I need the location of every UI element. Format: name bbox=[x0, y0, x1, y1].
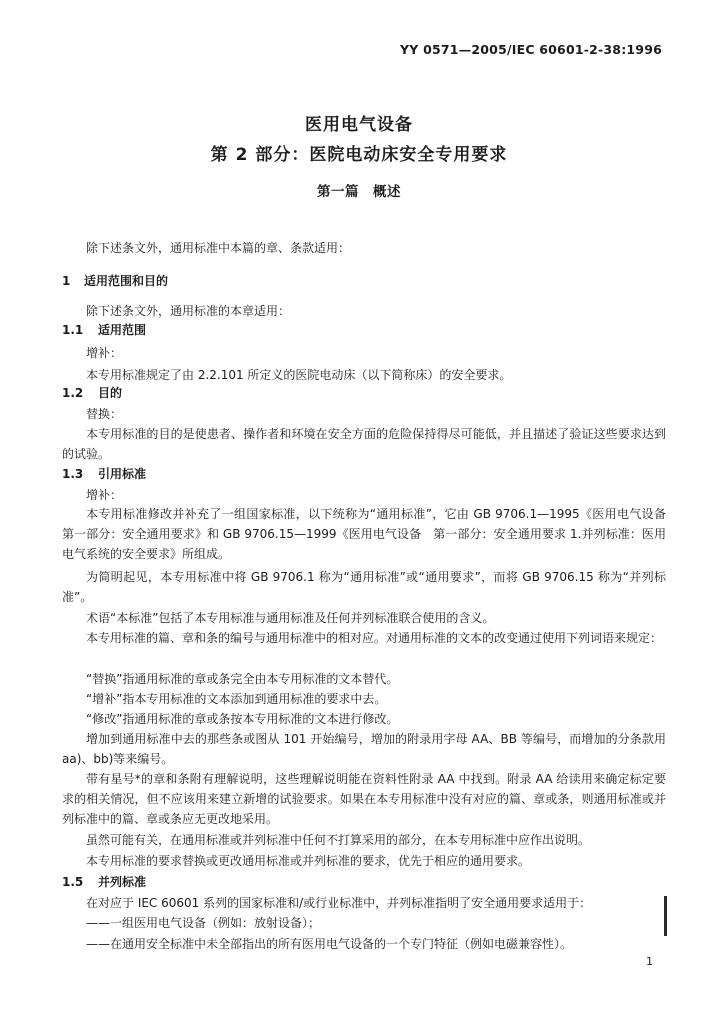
section-1-3-number: 1.3 bbox=[62, 467, 84, 481]
section-1-heading: 适用范围和目的 bbox=[84, 274, 169, 288]
part-title: 第一篇 概述 bbox=[317, 184, 401, 200]
section-1-3-paragraph-6: “增补”指本专用标准的文本添加到通用标准的要求中去。 bbox=[86, 692, 387, 706]
standard-number: YY 0571—2005/IEC 60601-2-38:1996 bbox=[400, 42, 662, 57]
section-1-3-paragraph-2: 为简明起见，本专用标准中将 GB 9706.1 称为“通用标准”或“通用要求”，而将 GB 9706.15 称为“并列标准”。 bbox=[62, 570, 666, 604]
scan-edge-mark bbox=[664, 896, 667, 936]
section-1-3-paragraph-9: 带有星号*的章和条附有理解说明，这些理解说明能在资料性附录 AA 中找到。附录 AA 给读用来确定标定要求的相关情况，但不应该用来建立新增的试验要求。如果在本专用标准中没有对应的篇、章或条，则通用标准或并列标准中的篇、章或条应无更改地采用。 bbox=[62, 772, 666, 826]
section-1-2-label: 替换： bbox=[86, 407, 123, 421]
section-1-3-paragraph-7: “修改”指通用标准的章或条按本专用标准的文本进行修改。 bbox=[86, 712, 399, 726]
section-1-5-number: 1.5 bbox=[62, 875, 84, 889]
section-1-2-number: 1.2 bbox=[62, 386, 84, 400]
section-1-2-text: 本专用标准的目的是使患者、操作者和环境在安全方面的危险保持得尽可能低，并且描述了验证这些要求达到的试验。 bbox=[62, 427, 666, 461]
section-1-1-number: 1.1 bbox=[62, 323, 84, 337]
section-1-3-paragraph-5: “替换”指通用标准的章或条完全由本专用标准的文本替代。 bbox=[86, 672, 399, 686]
section-1-3-paragraph-4: 本专用标准的篇、章和条的编号与通用标准中的相对应。对通用标准的文本的改变通过使用下列词语来规定： bbox=[86, 631, 663, 645]
section-1-3-paragraph-10: 虽然可能有关，在通用标准或并列标准中任何不打算采用的部分，在本专用标准中应作出说明。 bbox=[86, 833, 591, 847]
section-1-3-paragraph-11: 本专用标准的要求替换或更改通用标准或并列标准的要求，优先于相应的通用要求。 bbox=[86, 854, 531, 868]
section-1-1-label: 增补： bbox=[86, 346, 123, 360]
section-1-1-text: 本专用标准规定了由 2.2.101 所定义的医院电动床（以下简称床）的安全要求。 bbox=[86, 368, 512, 382]
section-1-3-paragraph-1: 本专用标准修改并补充了一组国家标准，以下统称为“通用标准”，它由 GB 9706.1—1995《医用电气设备 第一部分：安全通用要求》和 GB 9706.15—1999《医用电气设备 第一部分：安全通用要求 1.并列标准：医用电气系统的安全要求》所组成。 bbox=[62, 507, 679, 561]
section-1-text: 除下述条文外，通用标准的本章适用： bbox=[86, 304, 291, 318]
section-1-3-heading: 引用标准 bbox=[98, 467, 147, 481]
page-number: 1 bbox=[646, 955, 653, 968]
title-line-2: 第 2 部分：医院电动床安全专用要求 bbox=[210, 145, 508, 165]
section-1-3-label: 增补： bbox=[86, 488, 123, 502]
section-1-1-heading: 适用范围 bbox=[98, 323, 147, 337]
section-1-number: 1 bbox=[62, 274, 71, 288]
intro-paragraph: 除下述条文外，通用标准中本篇的章、条款适用： bbox=[86, 241, 351, 255]
section-1-5-list-item-2: ——在通用安全标准中未全部指出的所有医用电气设备的一个专门特征（例如电磁兼容性）。 bbox=[86, 937, 573, 951]
section-1-3-paragraph-8: 增加到通用标准中去的那些条或图从 101 开始编号，增加的附录用字母 AA、BB 等编号，而增加的分条款用 aa)、bb)等来编号。 bbox=[62, 732, 666, 766]
section-1-5-heading: 并列标准 bbox=[98, 875, 147, 889]
section-1-5-text: 在对应于 IEC 60601 系列的国家标准和/或行业标准中，并列标准指明了安全通用要求适用于： bbox=[86, 896, 592, 910]
section-1-2-heading: 目的 bbox=[98, 386, 123, 400]
section-1-3-paragraph-3: 术语“本标准”包括了本专用标准与通用标准及任何并列标准联合使用的含义。 bbox=[86, 611, 495, 625]
title-line-1: 医用电气设备 bbox=[305, 115, 413, 135]
section-1-5-list-item-1: ——一组医用电气设备（例如：放射设备）； bbox=[86, 916, 321, 930]
